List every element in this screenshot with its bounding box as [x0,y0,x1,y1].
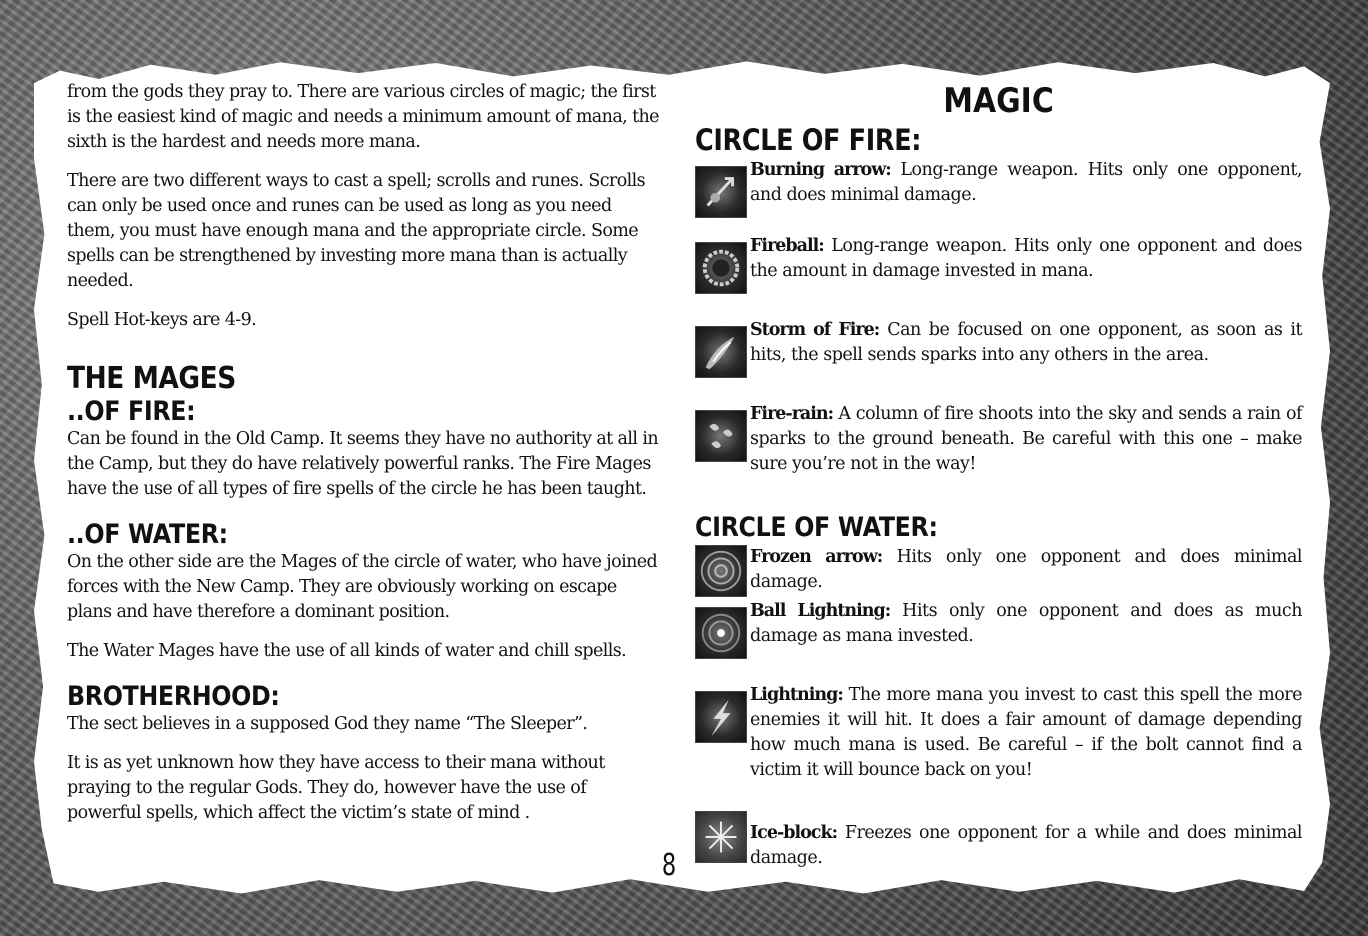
spell-lightning [695,683,1302,783]
right-column [695,80,1302,871]
fireball-icon [695,242,747,294]
spell-name: Burning arrow: [750,160,891,180]
spell-name: Fire-rain: [750,404,834,424]
spell-description: Hits only one opponent and does minimal damage. [750,547,1303,592]
spell-description: Long-range weapon. Hits only one opponent and does the amount in damage invested in mana. [750,236,1302,281]
water-mages-paragraph: On the other side are the Mages of the circle of water, who have joined forces with the New Camp. They are obviously working on escape plans and have therefore a dominant position. [67,552,658,622]
hotkeys-paragraph: Spell Hot-keys are 4-9. [67,310,257,330]
spell-name: Ball Lightning: [750,601,891,621]
fire-circle-heading: CIRCLE OF FIRE: [695,123,922,157]
brotherhood-heading: BROTHERHOOD: [67,681,280,712]
spell-frozen-arrow [695,545,1302,599]
intro-paragraph: from the gods they pray to. There are various circles of magic; the first is the easiest kind of magic and needs a minimum amount of mana, the sixth is the hardest and needs more mana. [67,82,659,152]
storm-of-fire-icon [695,326,747,378]
page-number: 8 [661,848,677,883]
spell-name: Fireball: [750,236,824,256]
ice-block-icon [695,811,747,863]
spell-name: Frozen arrow: [750,547,883,567]
spell-description: Can be focused on one opponent, as soon as it hits, the spell sends sparks into any others in the area. [750,320,1302,365]
brotherhood-paragraph: The sect believes in a supposed God they name “The Sleeper”. [67,714,588,734]
intro-paragraph: There are two different ways to cast a spell; scrolls and runes. Scrolls can only be used once and runes can be used as long as you need them, you must have enough mana and the appropriate circle. Some spells can be strengthened by investing more mana than is actually needed. [67,171,646,291]
brotherhood-paragraph: It is as yet unknown how they have access to their mana without praying to the regular Gods. They do, however have the use of powerful spells, which affect the victim’s state of mind . [67,753,605,823]
spell-description: A column of fire shoots into the sky and sends a rain of sparks to the ground beneath. Be careful with this one – make sure you’re not in the way! [750,404,1302,474]
spell-description: The more mana you invest to cast this spell the more enemies it will hit. It does a fair amount of damage depending how much mana is used. Be careful – if the bolt cannot find a victim it will bounce back on you! [750,685,1302,780]
lightning-icon [695,691,747,743]
spell-burning-arrow [695,158,1302,212]
spell-storm-of-fire [695,318,1302,372]
spell-ice-block [695,811,1302,871]
mages-heading: THE MAGES [67,361,236,396]
water-mages-paragraph: The Water Mages have the use of all kinds of water and chill spells. [67,641,627,661]
spell-description: Long-range weapon. Hits only one opponent, and does minimal damage. [750,160,1302,205]
ball-lightning-icon [695,607,747,659]
spell-name: Ice-block: [750,823,838,843]
spell-ball-lightning [695,599,1302,653]
spell-fireball [695,234,1302,288]
fire-mages-text: Can be found in the Old Camp. It seems they have no authority at all in the Camp, but they do have relatively powerful ranks. The Fire Mages have the use of all types of fire spells of the circle he has been taught. [67,429,659,499]
spell-description: Freezes one opponent for a while and does minimal damage. [750,823,1302,868]
spell-fire-rain [695,402,1302,477]
spell-name: Storm of Fire: [750,320,880,340]
burning-arrow-icon [695,166,747,218]
water-circle-heading: CIRCLE OF WATER: [695,512,938,543]
frozen-arrow-icon [695,545,747,597]
spell-description: Hits only one opponent and does as much damage as mana invested. [750,601,1302,646]
water-mages-heading: ..OF WATER: [67,519,228,550]
left-column [67,80,659,840]
magic-title: MAGIC [943,81,1054,121]
fire-rain-icon [695,410,747,462]
spell-name: Lightning: [750,685,843,705]
fire-mages-heading: ..OF FIRE: [67,396,196,427]
